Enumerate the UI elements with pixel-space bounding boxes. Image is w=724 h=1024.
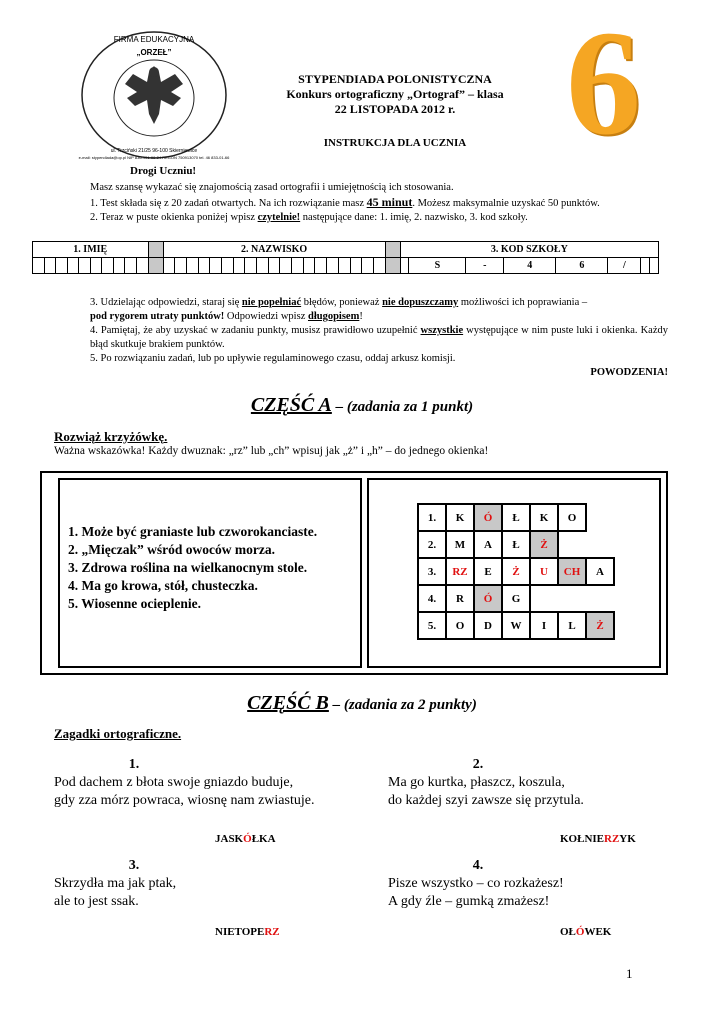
- intro-p1: [90, 195, 670, 211]
- greeting: Drogi Uczniu!: [130, 165, 197, 177]
- crossword-cell[interactable]: Ż: [502, 558, 530, 585]
- rule-4: [90, 324, 668, 352]
- crossword-cell[interactable]: G: [502, 585, 530, 612]
- rule-3: [90, 296, 668, 324]
- riddle-number: 4.: [472, 858, 484, 873]
- school-code-box[interactable]: -: [466, 258, 504, 274]
- answer-part-red: Ó: [575, 926, 585, 938]
- part-a-subtitle: – (zadania za 1 punkt): [331, 399, 474, 415]
- riddle-1-answer: [215, 833, 276, 845]
- rules-text: [90, 296, 668, 380]
- school-code-box[interactable]: S: [409, 258, 466, 274]
- part-b-heading: [0, 692, 724, 715]
- school-code-box[interactable]: [400, 258, 409, 274]
- surname-letter-box[interactable]: [315, 258, 327, 274]
- header-date: 22 LISTOPADA 2012 r.: [334, 102, 456, 116]
- stamp-top-text: FIRMA EDUKACYJNA: [113, 35, 195, 44]
- surname-letter-box[interactable]: [186, 258, 198, 274]
- crossword-cell[interactable]: Ł: [502, 504, 530, 531]
- riddle-line: gdy zza mórz powraca, wiosnę nam zwiastuje.: [54, 793, 315, 808]
- school-code-box[interactable]: [650, 258, 659, 274]
- crossword-row-number: 3.: [418, 558, 446, 585]
- crossword-cell[interactable]: O: [446, 612, 474, 639]
- crossword-cell[interactable]: RZ: [446, 558, 474, 585]
- riddle-4-answer: [560, 926, 611, 938]
- rule-3-h: długopisem: [307, 311, 360, 322]
- grid-separator: [148, 242, 163, 258]
- part-b-title: CZĘŚĆ B: [247, 692, 329, 714]
- crossword-clue: 4. Ma go krowa, stół, chusteczka.: [68, 578, 258, 593]
- surname-letter-box[interactable]: [245, 258, 257, 274]
- riddle-line: Ma go kurtka, płaszcz, koszula,: [388, 775, 565, 790]
- surname-letter-box[interactable]: [362, 258, 374, 274]
- riddle-3: [54, 857, 374, 911]
- name-letter-box[interactable]: [79, 258, 91, 274]
- grid-separator: [385, 242, 400, 258]
- answer-part: NIETOPE: [215, 926, 265, 938]
- name-letter-box[interactable]: [102, 258, 114, 274]
- intro-p1-c: . Możesz maksymalnie uzyskać 50 punktów.: [412, 198, 600, 209]
- intro-p1-a: 1. Test składa się z 20 zadań otwartych. Na ich rozwiązanie masz: [90, 198, 367, 209]
- rule-3-d: nie dopuszczamy: [382, 297, 459, 308]
- crossword-row: [418, 531, 614, 558]
- crossword-cell[interactable]: Ż: [530, 531, 558, 558]
- orzel-stamp-logo: [78, 28, 230, 162]
- crossword-row: [418, 612, 614, 639]
- answer-part: OŁ: [560, 926, 576, 938]
- crossword-cell[interactable]: Ó: [474, 504, 502, 531]
- crossword-row-number: 1.: [418, 504, 446, 531]
- surname-letter-box[interactable]: [175, 258, 187, 274]
- crossword-row-number: 4.: [418, 585, 446, 612]
- crossword-cell[interactable]: I: [530, 612, 558, 639]
- crossword-cell[interactable]: A: [586, 558, 614, 585]
- surname-letter-box[interactable]: [221, 258, 233, 274]
- riddle-2: [388, 756, 688, 810]
- rule-4-a: 4. Pamiętaj, że aby uzyskać w zadaniu punkty, musisz prawidłowo uzupełnić: [90, 325, 421, 336]
- part-b-task: Zagadki ortograficzne.: [54, 726, 182, 741]
- crossword-cell[interactable]: O: [558, 504, 586, 531]
- part-a-heading: [0, 394, 724, 417]
- crossword-clue: 5. Wiosenne ocieplenie.: [68, 596, 202, 611]
- rule-3-i: !: [359, 311, 363, 322]
- answer-part-red: RZ: [604, 833, 620, 845]
- surname-letter-box[interactable]: [198, 258, 210, 274]
- riddle-number: 3.: [128, 858, 140, 873]
- crossword-clue: 3. Zdrowa roślina na wielkanocnym stole.: [68, 560, 308, 575]
- rule-3-a: 3. Udzielając odpowiedzi, staraj się: [90, 297, 242, 308]
- crossword-clue: 1. Może być graniaste lub czworokanciaste.: [68, 524, 318, 539]
- header-title: STYPENDIADA POLONISTYCZNA: [298, 72, 492, 86]
- intro-p0: Masz szansę wykazać się znajomością zasad ortografii i umiejętnością ich stosowania.: [90, 182, 454, 193]
- riddle-number: 1.: [128, 757, 140, 772]
- name-letter-box[interactable]: [33, 258, 45, 274]
- crossword-cell[interactable]: M: [446, 531, 474, 558]
- rule-3-e: możliwości ich poprawiania –: [458, 297, 588, 308]
- name-letter-box[interactable]: [44, 258, 56, 274]
- stamp-contact-right: e-mail: stypendiada@op.pl NIP 836-101-99-24 REGON 750913070 tel. 46 833-01-66: [78, 155, 230, 160]
- intro-p2-b: czytelnie!: [257, 212, 301, 223]
- rule-4-b: wszystkie: [420, 325, 464, 336]
- crossword-cell[interactable]: Ł: [502, 531, 530, 558]
- stamp-name: „ORZEŁ”: [136, 48, 172, 57]
- riddle-line: A gdy źle – gumką zmażesz!: [388, 894, 550, 909]
- riddle-line: Pod dachem z błota swoje gniazdo buduje,: [54, 775, 294, 790]
- crossword-cell[interactable]: R: [446, 585, 474, 612]
- answer-part-red: RZ: [264, 926, 280, 938]
- student-data-grid: [32, 241, 659, 274]
- riddle-line: Skrzydła ma jak ptak,: [54, 876, 177, 891]
- riddle-line: ale to jest ssak.: [54, 894, 139, 909]
- page-number: 1: [626, 966, 633, 981]
- school-code-box[interactable]: [641, 258, 650, 274]
- school-code-box[interactable]: 4: [504, 258, 556, 274]
- school-code-header: 3. KOD SZKOŁY: [400, 242, 658, 258]
- crossword-cell[interactable]: A: [474, 531, 502, 558]
- stamp-contact-left: ul. Trzciński 21/25 96-100 Skierniewice: [110, 148, 198, 154]
- answer-part: KOŁNIE: [560, 833, 605, 845]
- riddle-2-answer: [560, 833, 636, 845]
- rule-5: 5. Po rozwiązaniu zadań, lub po upływie regulaminowego czasu, oddaj arkusz komisji.: [90, 353, 456, 364]
- crossword-cell[interactable]: U: [530, 558, 558, 585]
- answer-part: WEK: [584, 926, 612, 938]
- riddle-number: 2.: [472, 757, 484, 772]
- surname-letter-box[interactable]: [163, 258, 175, 274]
- surname-letter-box[interactable]: [233, 258, 245, 274]
- crossword-cell[interactable]: K: [446, 504, 474, 531]
- crossword-row-number: 2.: [418, 531, 446, 558]
- clues-box: [58, 478, 362, 668]
- name-letter-box[interactable]: [67, 258, 79, 274]
- crossword-cell[interactable]: Ó: [474, 585, 502, 612]
- school-code-box[interactable]: 6: [556, 258, 608, 274]
- part-b-subtitle: – (zadania za 2 punkty): [328, 697, 477, 713]
- crossword-clue: 2. „Mięczak” wśród owoców morza.: [68, 542, 275, 557]
- crossword-row: [418, 585, 614, 612]
- name-header: 1. IMIĘ: [33, 242, 149, 258]
- crossword-grid: [417, 503, 615, 640]
- part-a-task: Rozwiąż krzyżówkę.: [54, 429, 168, 444]
- riddle-1: [54, 756, 374, 810]
- rule-4-c: występujące w nim puste luki i okienka. Każdy błąd skutkuje brakiem punktów.: [90, 325, 668, 350]
- name-letter-box[interactable]: [56, 258, 68, 274]
- crossword-cell[interactable]: CH: [558, 558, 586, 585]
- rule-3-b: nie popełniać: [241, 297, 302, 308]
- surname-header: 2. NAZWISKO: [163, 242, 385, 258]
- grid-separator: [148, 258, 163, 274]
- part-a-title: CZĘŚĆ A: [250, 394, 332, 416]
- surname-letter-box[interactable]: [210, 258, 222, 274]
- intro-p2-c: następujące dane: 1. imię, 2. nazwisko, 3. kod szkoły.: [300, 212, 528, 223]
- rule-3-g: Odpowiedzi wpisz: [224, 311, 308, 322]
- grid-separator: [385, 258, 400, 274]
- surname-letter-box[interactable]: [292, 258, 304, 274]
- surname-letter-box[interactable]: [327, 258, 339, 274]
- surname-letter-box[interactable]: [338, 258, 350, 274]
- class-number: 6: [566, 0, 641, 166]
- intro-p2-a: 2. Teraz w puste okienka poniżej wpisz: [90, 212, 258, 223]
- surname-letter-box[interactable]: [280, 258, 292, 274]
- riddle-line: do każdej szyi zawsze się przytula.: [388, 793, 584, 808]
- intro-p1-time: 45 minut: [366, 195, 413, 209]
- crossword-row: [418, 558, 614, 585]
- crossword-row: [418, 504, 614, 531]
- crossword-cell[interactable]: D: [474, 612, 502, 639]
- surname-letter-box[interactable]: [303, 258, 315, 274]
- answer-part: JASK: [215, 833, 244, 845]
- name-letter-box[interactable]: [125, 258, 137, 274]
- answer-part: YK: [619, 833, 636, 845]
- answer-part-red: Ó: [243, 833, 252, 845]
- intro-p2: [90, 211, 670, 225]
- part-a-hint: Ważna wskazówka! Każdy dwuznak: „rz” lub „ch” wpisuj jak „ż” i „h” – do jednego okienka!: [54, 445, 489, 457]
- good-luck: POWODZENIA!: [590, 367, 668, 378]
- riddle-line: Pisze wszystko – co rozkażesz!: [388, 876, 564, 891]
- header-instruction: INSTRUKCJA DLA UCZNIA: [323, 137, 467, 149]
- crossword-cell[interactable]: Ż: [586, 612, 614, 639]
- name-letter-box[interactable]: [136, 258, 148, 274]
- school-code-box[interactable]: /: [608, 258, 641, 274]
- clues-list: [68, 523, 317, 613]
- intro-text: [90, 181, 670, 225]
- rule-3-c: błędów, ponieważ: [301, 297, 383, 308]
- answer-part: ŁKA: [251, 833, 276, 845]
- crossword-cell[interactable]: W: [502, 612, 530, 639]
- crossword-row-number: 5.: [418, 612, 446, 639]
- name-letter-box[interactable]: [90, 258, 102, 274]
- surname-letter-box[interactable]: [350, 258, 362, 274]
- crossword-cell[interactable]: L: [558, 612, 586, 639]
- crossword-cell[interactable]: E: [474, 558, 502, 585]
- riddle-4: [388, 857, 688, 911]
- surname-letter-box[interactable]: [268, 258, 280, 274]
- surname-letter-box[interactable]: [373, 258, 385, 274]
- rule-3-f: pod rygorem utraty punktów!: [90, 311, 225, 322]
- name-letter-box[interactable]: [113, 258, 125, 274]
- riddle-3-answer: [215, 926, 280, 938]
- crossword-cell[interactable]: K: [530, 504, 558, 531]
- surname-letter-box[interactable]: [257, 258, 269, 274]
- crossword-table: [417, 503, 615, 640]
- header-subtitle: Konkurs ortograficzny „Ortograf” – klasa: [286, 87, 504, 101]
